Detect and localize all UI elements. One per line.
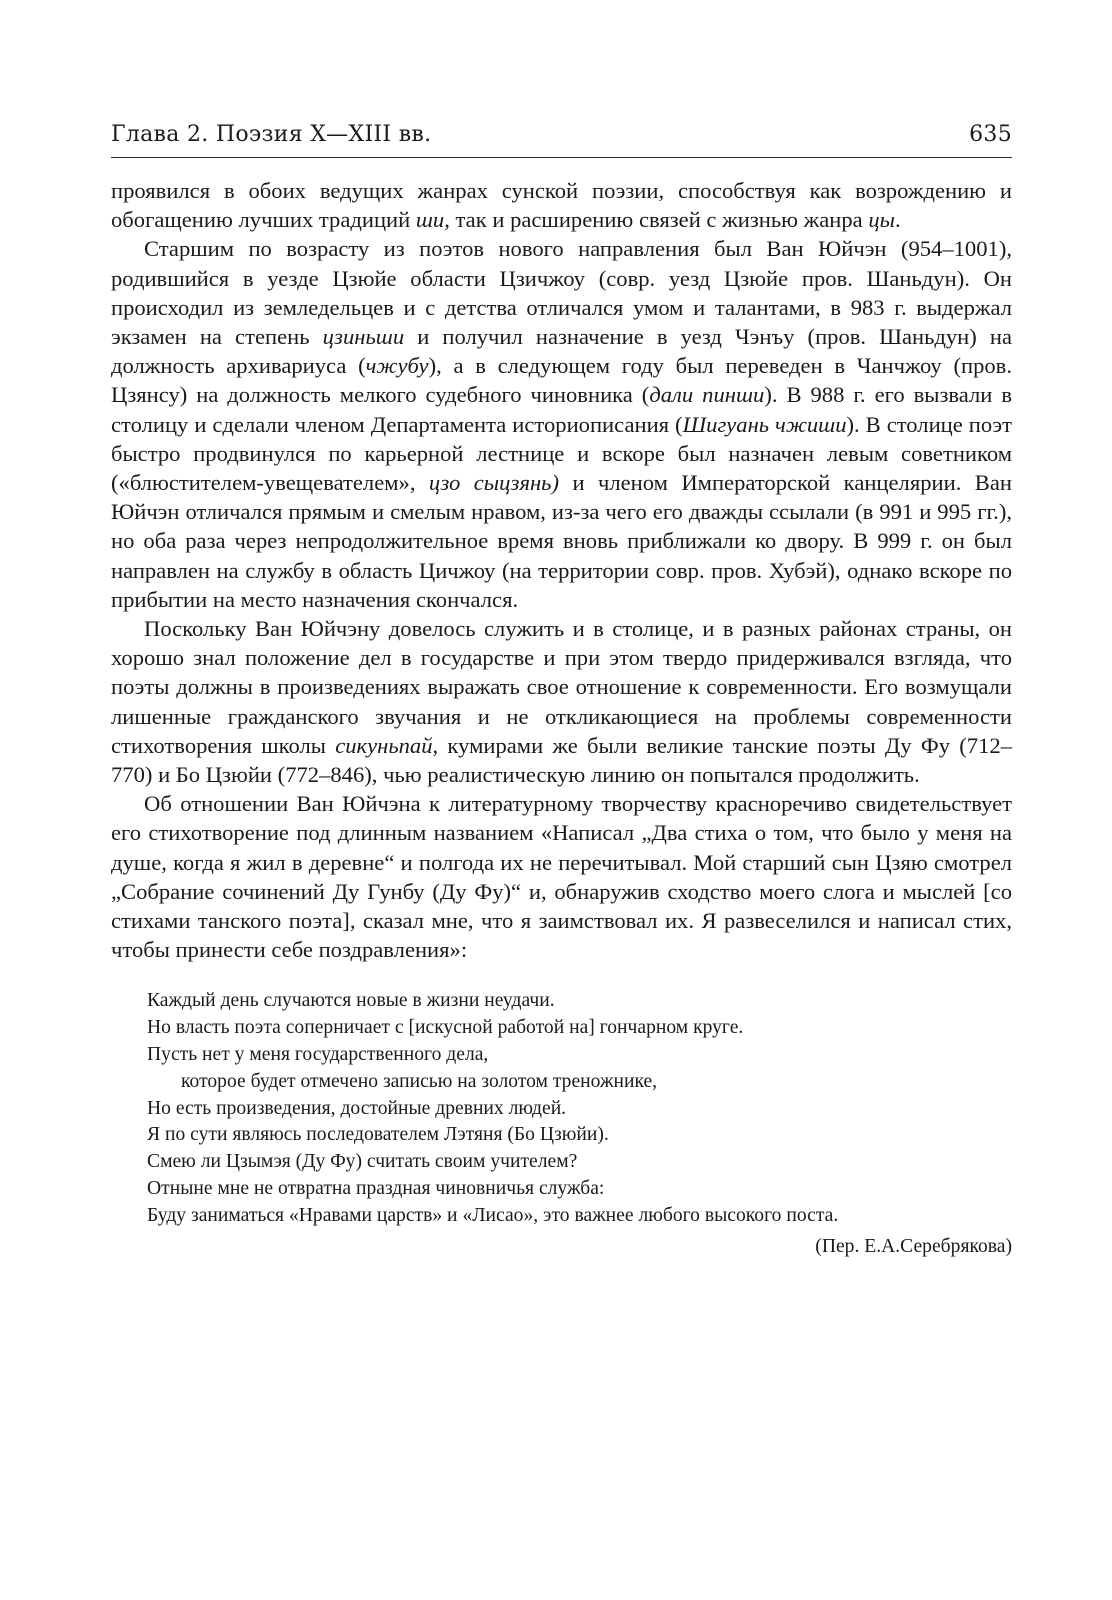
page-number: 635: [969, 122, 1012, 147]
poem-line: Пусть нет у меня государственного дела,: [147, 1044, 489, 1066]
paragraph: [111, 234, 1012, 614]
text-run: Поскольку Ван Юйчэну довелось служить и в столице, и в разных районах страны, он хорошо знал положение дел в государстве и при этом твердо придерживался взгляда, что поэты должны в произведениях выражать свое отношение к современности. Его возмущали лишенные гражданского звучания и не откликающиеся на проблемы современности стихотворения школы: [111, 616, 1012, 758]
text-run: проявился в обоих ведущих жанрах сунской поэзии, способствуя как возрождению и обогащению лучших традиций: [111, 178, 1012, 233]
text-run: Старшим по возрасту из поэтов нового направления был Ван Юйчэн (954–1001), родившийся в уезде Цзюйе области Цзичжоу (совр. уезд Цзюйе пров. Шаньдун). Он происходил из земледельцев и с детства отличался умом и талантами, в 983 г. выдержал экзамен на степень: [111, 236, 1012, 350]
body-text: [111, 176, 1012, 964]
italic-term: Шигуань чжиши: [682, 411, 847, 437]
paragraph: [111, 614, 1012, 789]
poem-line: Каждый день случаются новые в жизни неудачи.: [147, 990, 555, 1012]
text-run: .: [894, 207, 901, 233]
italic-term: дали пинши: [649, 382, 765, 408]
text-run: ), а в следующем году был переведен в Чанчжоу (пров. Цзянсу) на должность мелкого судебного чиновника (: [111, 353, 1012, 408]
text-run: ). В 988 г. его вызвали в столицу и сделали членом Департамента историописания (: [111, 382, 1012, 437]
italic-term: чжубу: [365, 353, 429, 379]
poem-line: которое будет отмечено записью на золотом треножнике,: [181, 1070, 658, 1092]
poem-line: Смею ли Цзымэя (Ду Фу) считать своим учителем?: [147, 1151, 578, 1173]
italic-term: цы: [868, 207, 895, 233]
text-run: , кумирами же были великие танские поэты Ду Фу (712–770) и Бо Цзюйи (772–846), чью реалистическую линию он попытался продолжить.: [111, 732, 1012, 788]
italic-term: ши: [415, 207, 445, 233]
paragraph: [111, 789, 1012, 964]
italic-term: цзиньши: [322, 324, 405, 350]
text-run: и членом Императорской канцелярии. Ван Юйчэн отличался прямым и смелым нравом, из-за чего его дважды ссылали (в 991 и 995 гг.), но оба раза через непродолжительное время вновь приближали ко двору. В 999 г. он был направлен на службу в область Цичжоу (на территории совр. пров. Хубэй), однако вскоре по прибытии на место назначения скончался.: [111, 470, 1012, 612]
paragraph: [111, 176, 1012, 234]
text-run: и получил назначение в уезд Чэнъу (пров. Шаньдун) на должность архивариуса (: [111, 324, 1012, 379]
text-run: , так и расширению связей с жизнью жанра: [444, 207, 869, 233]
poem-line: Отныне мне не отвратна праздная чиновничья служба:: [147, 1178, 605, 1200]
running-header: [111, 122, 1012, 158]
poem-line: Но власть поэта соперничает с [искусной работой на] гончарном круге.: [147, 1017, 744, 1039]
poem-line: Буду заниматься «Нравами царств» и «Лисао», это важнее любого высокого поста.: [147, 1204, 839, 1226]
poem-quotation: [147, 988, 1012, 1229]
poem-line: Я по сути являюсь последователем Лэтяня (Бо Цзюйи).: [147, 1124, 609, 1146]
text-run: Об отношении Ван Юйчэна к литературному творчеству красноречиво свидетельствует его стихотворение под длинным названием «Написал „Два стиха о том, что было у меня на душе, когда я жил в деревне“ и полгода их не перечитывал. Мой старший сын Цзяю смотрел „Собрание сочинений Ду Гунбу (Ду Фу)“ и, обнаружив сходство моего слога и мыслей [со стихами танского поэта], сказал мне, что я заимствовал их. Я развеселился и написал стих, чтобы принести себе поздравления»:: [111, 791, 1012, 963]
italic-term: цзо сыцзянь): [428, 470, 559, 496]
chapter-title: Глава 2. Поэзия X—XIII вв.: [111, 122, 432, 147]
italic-term: сикуньпай: [335, 732, 433, 758]
book-page: [111, 122, 1012, 1260]
poem-line: Но есть произведения, достойные древних людей.: [147, 1097, 567, 1119]
translator-credit: (Пер. Е.А.Серебрякова): [815, 1235, 1012, 1257]
text-run: ). В столице поэт быстро продвинулся по карьерной лестнице и вскоре был назначен левым советником («блюстителем-увещевателем»,: [111, 411, 1013, 496]
